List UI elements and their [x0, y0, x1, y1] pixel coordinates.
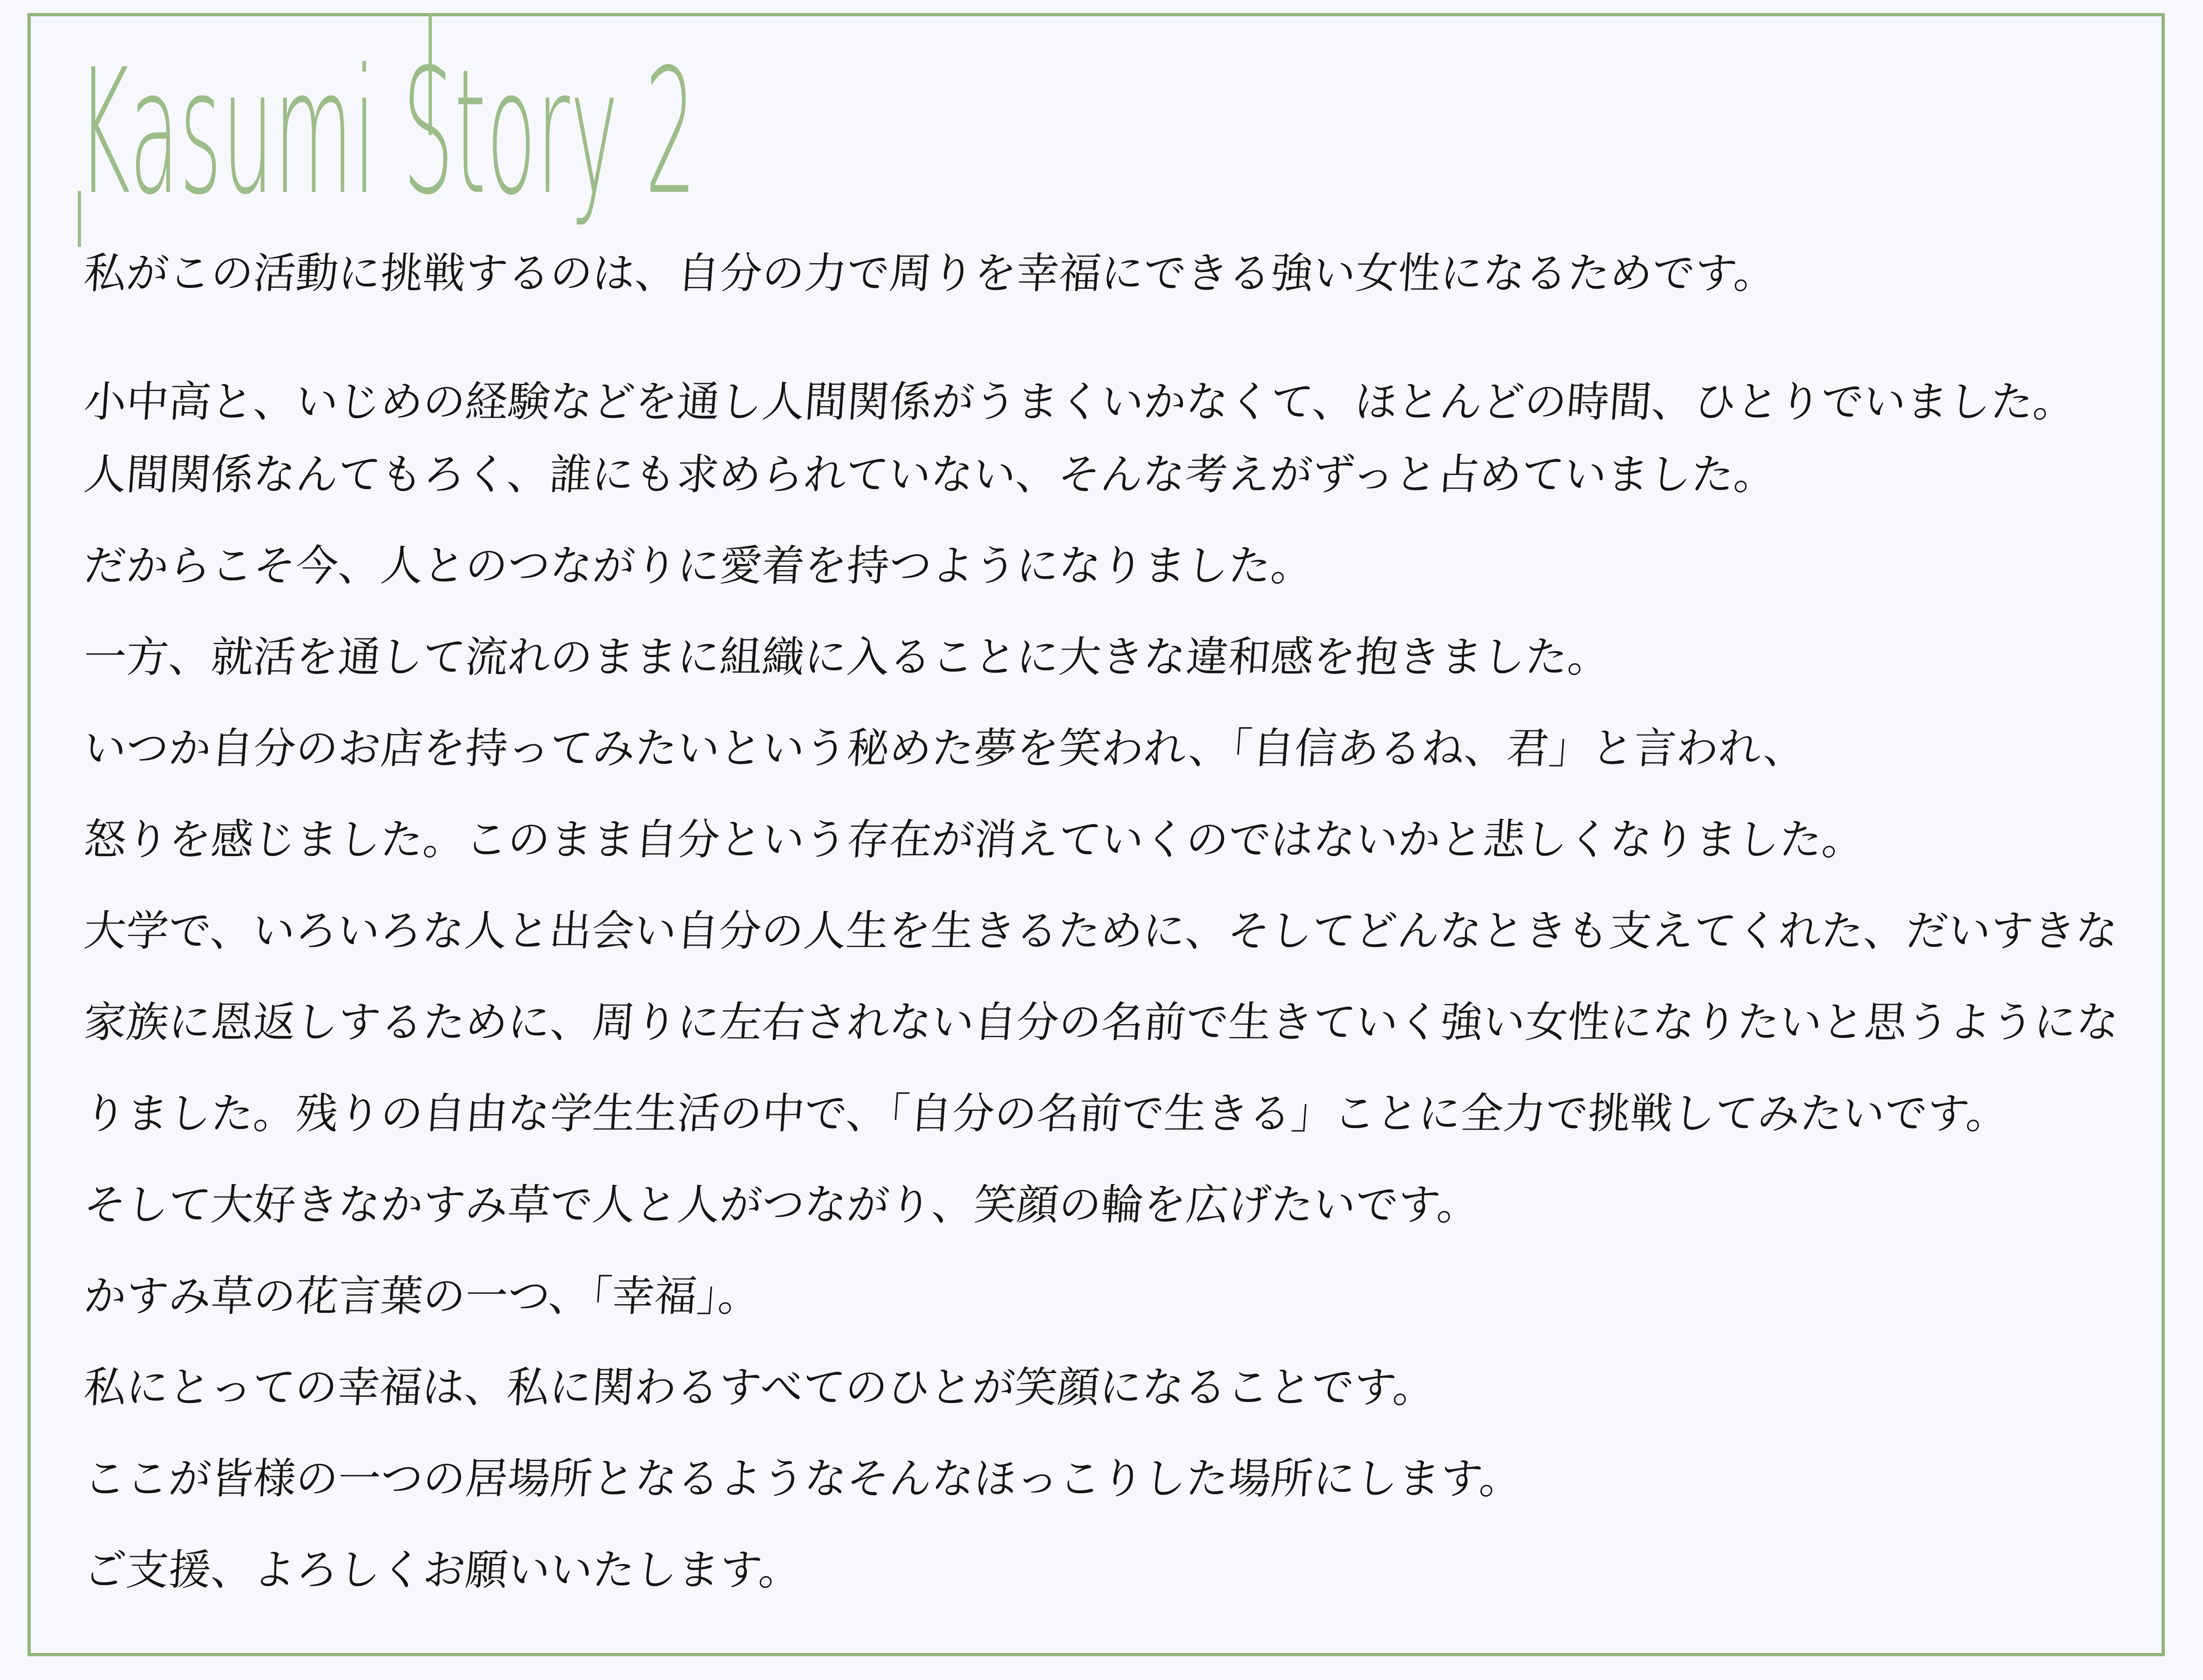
story-line: 私にとっての幸福は、私に関わるすべてのひとが笑顔になることです。 — [82, 1364, 1437, 1411]
story-line: いつか自分のお店を持ってみたいという秘めた夢を笑われ、「自信あるね、君」と言われ、 — [82, 725, 1808, 772]
page-title — [77, 33, 1395, 233]
story-line: そして大好きなかすみ草で人と人がつながり、笑顔の輪を広げたいです。 — [82, 1182, 1481, 1229]
story-line: 一方、就活を通して流れのままに組織に入ることに大きな違和感を抱きました。 — [82, 634, 1612, 681]
story-line: 人間関係なんてもろく、誰にも求められていない、そんな考えがずっと占めていました。 — [82, 451, 1778, 498]
story-line: 家族に恩返しするために、周りに左右されない自分の名前で生きていく強い女性になりたいと思うようにな — [82, 999, 2121, 1046]
story-line: かすみ草の花言葉の一つ、「幸福」。 — [82, 1273, 762, 1320]
story-line: 小中高と、いじめの経験などを通し人間関係がうまくいかなくて、ほとんどの時間、ひとりでいました。 — [82, 379, 2077, 426]
story-line: 怒りを感じました。このまま自分という存在が消えていくのではないかと悲しくなりました。 — [82, 816, 1866, 864]
story-line: ここが皆様の一つの居場所となるようなそんなほっこりした場所にします。 — [82, 1456, 1524, 1503]
story-text — [84, 228, 2124, 1616]
story-line: 大学で、いろいろな人と出会い自分の人生を生きるために、そしてどんなときも支えてくれた、だいすきな — [82, 908, 2120, 955]
story-line: りました。残りの自由な学生生活の中で、「自分の名前で生きる」ことに全力で挑戦してみたいです。 — [82, 1090, 2010, 1137]
story-line: だからこそ今、人とのつながりに愛着を持つようになりました。 — [82, 543, 1315, 590]
story-line: 私がこの活動に挑戦するのは、自分の力で周りを幸福にできる強い女性になるためです。 — [82, 250, 1778, 297]
story-line: ご支援、よろしくお願いいたします。 — [82, 1547, 803, 1594]
page-title-text: Kasumi Story 2 — [77, 33, 697, 233]
